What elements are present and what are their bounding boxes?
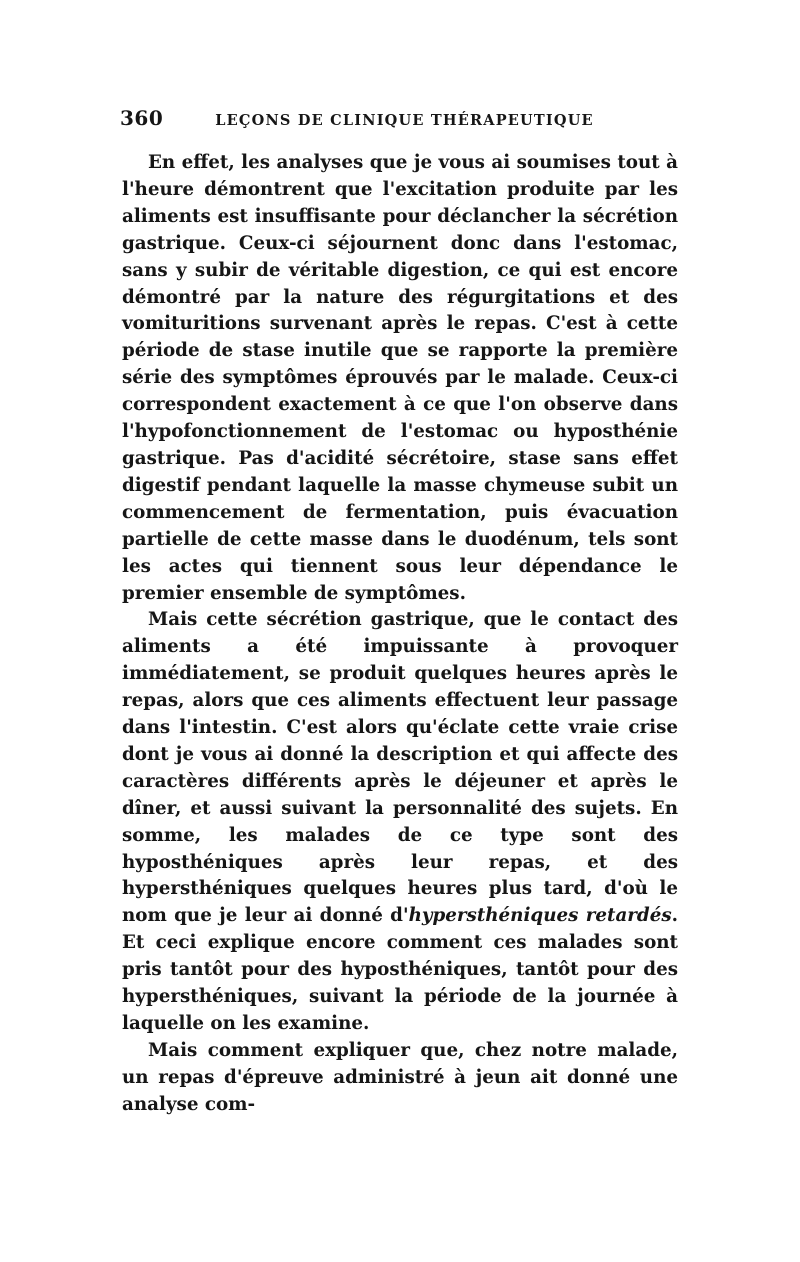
running-head [120,106,680,136]
body-text [122,150,678,1119]
paragraph-3: Mais comment expliquer que, chez notre malade, un repas d'épreuve administré à jeun ait donné une analyse com- [122,1039,678,1115]
paragraph-2-text-after: . Et ceci explique encore comment ces malades sont pris tantôt pour des hyposthéniques, tantôt pour des hypersthéniques, suivant la période de la journée à laquelle on les examine. [122,905,678,1034]
running-title: LEÇONS DE CLINIQUE THÉRAPEUTIQUE [215,112,594,129]
paragraph-2 [122,607,678,1038]
paragraph-2-text-before: Mais cette sécrétion gastrique, que le contact des aliments a été impuissante à provoquer immédiatement, se produit quelques heures après le repas, alors que ces aliments effectuent leur passage dans l'intestin. C'est alors qu'éclate cette vraie crise dont je vous ai donné la description et qui affecte des caractères différents après le déjeuner et après le dîner, et aussi suivant la personnalité des sujets. En somme, les malades de ce type sont des hyposthéniques après leur repas, et des hypersthéniques quelques heures plus tard, d'où le nom que je leur ai donné d' [122,609,678,927]
page-number: 360 [120,106,164,130]
paragraph-1: En effet, les analyses que je vous ai soumises tout à l'heure démontrent que l'excitation produite par les aliments est insuffisante pour déclancher la sécrétion gastrique. Ceux-ci séjournent donc dans l'estomac, sans y subir de véritable digestion, ce qui est encore démontré par la nature des régurgitations et des vomituritions survenant après le repas. C'est à cette période de stase inutile que se rapporte la première série des symptômes éprouvés par le malade. Ceux-ci correspondent exactement à ce que l'on observe dans l'hypofonctionnement de l'estomac ou hyposthénie gastrique. Pas d'acidité sécrétoire, stase sans effet digestif pendant laquelle la masse chymeuse subit un commencement de fermentation, puis évacuation partielle de cette masse dans le duodénum, tels sont les actes qui tiennent sous leur dépendance le premier ensemble de symptômes. [122,152,678,604]
emphasized-term: hypersthéniques retardés [408,905,672,927]
